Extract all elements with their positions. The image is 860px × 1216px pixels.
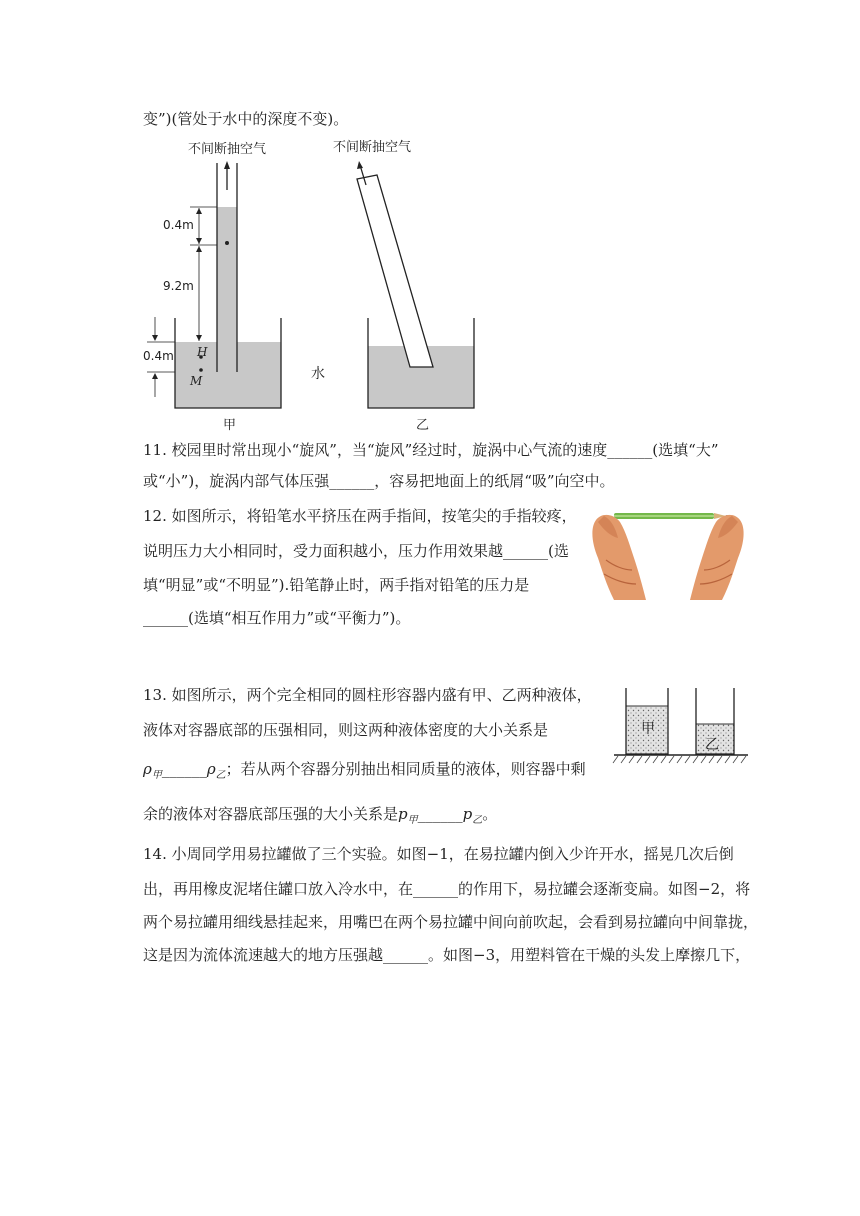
label-pump-left: 不间断抽空气 <box>188 142 267 157</box>
subscript-jia: 甲 <box>151 770 162 781</box>
q12-line-3: 填“明显”或“不明显”).铅笔静止时，两手指对铅笔的压力是 <box>143 576 530 594</box>
q13-line-4-text: 余的液体对容器底部压强的大小关系是 <box>143 805 399 823</box>
rho-symbol: ρ <box>143 760 152 778</box>
point-h-label: H <box>197 345 208 359</box>
subscript-yi: 乙 <box>215 770 226 781</box>
q13-line-3 <box>143 758 586 787</box>
point-dot <box>225 241 229 245</box>
q13-line-4 <box>143 803 497 832</box>
q13-line-3-text: ；若从两个容器分别抽出相同质量的液体，则容器中剩 <box>225 760 586 778</box>
q12-line-2: 说明压力大小相同时，受力面积越小，压力作用效果越______(选 <box>143 542 569 560</box>
label-pump-right: 不间断抽空气 <box>333 140 412 155</box>
blank: ______ <box>161 760 207 778</box>
cylinder-label-yi: 乙 <box>705 737 719 753</box>
rho-symbol: ρ <box>206 760 216 778</box>
q14-line-1: 14. 小周同学用易拉罐做了三个实验。如图−1，在易拉罐内倒入少许开水，摇晃几次后倒 <box>143 845 734 863</box>
q14-line-3: 两个易拉罐用细线悬挂起来，用嘴巴在两个易拉罐中间向前吹起，会看到易拉罐向中间靠拢， <box>143 913 759 931</box>
water-label: 水 <box>311 366 325 382</box>
pencil-fingers-image <box>584 500 752 610</box>
subscript-yi: 乙 <box>472 815 483 826</box>
q14-line-2: 出，再用橡皮泥堵住罐口放入冷水中，在______的作用下，易拉罐会逐渐变扁。如图−2，将 <box>143 880 751 898</box>
blank: ______ <box>417 805 463 823</box>
q12-line-4: ______(选填“相互作用力”或“平衡力”)。 <box>143 609 411 627</box>
point-m-label: M <box>190 374 203 388</box>
dim-label-top: 0.4m <box>163 218 194 232</box>
q13-line-1: 13. 如图所示，两个完全相同的圆柱形容器内盛有甲、乙两种液体， <box>143 686 592 704</box>
continued-text-line: 变”)(管处于水中的深度不变)。 <box>143 110 349 128</box>
q14-line-4: 这是因为流体流速越大的地方压强越______。如图−3，用塑料管在干燥的头发上摩擦几下， <box>143 946 751 964</box>
q12-line-1: 12. 如图所示，将铅笔水平挤压在两手指间，按笔尖的手指较疼， <box>143 507 577 525</box>
caption-yi: 乙 <box>416 418 430 433</box>
period: 。 <box>482 805 498 823</box>
dim-label-mid: 9.2m <box>163 279 194 293</box>
subscript-jia: 甲 <box>407 815 418 826</box>
q13-line-2: 液体对容器底部的压强相同，则这两种液体密度的大小关系是 <box>143 721 549 739</box>
cylinder-label-jia: 甲 <box>641 721 655 737</box>
q11-line-1: 11. 校园里时常出现小“旋风”，当“旋风”经过时，旋涡中心气流的速度______(选填“大” <box>143 441 719 459</box>
two-cylinders-figure <box>612 684 752 770</box>
tube-water-column <box>217 207 237 372</box>
p-symbol: p <box>462 805 473 823</box>
caption-jia: 甲 <box>223 418 237 433</box>
q11-line-2: 或“小”)，旋涡内部气体压强______，容易把地面上的纸屑“吸”向空中。 <box>143 472 615 490</box>
dim-label-bottom: 0.4m <box>143 349 174 363</box>
p-symbol: p <box>398 805 408 823</box>
